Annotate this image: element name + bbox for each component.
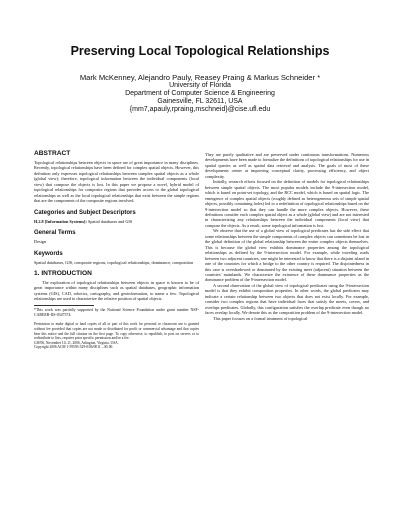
funding-footnote: *This work was partially supported by the National Science Foundation under grant number NSF-CAREER-IIS-0347574. <box>34 307 199 317</box>
copyright-line: Copyright 2006 ACM 1-59593-529-0/06/0011 ...$5.00. <box>34 345 114 350</box>
left-column <box>34 150 199 350</box>
author-names <box>0 74 400 82</box>
abstract-text: Topological relationships between objects in space are of great importance in many disciplines. Recently, topological relationships have been defined for complex spatial objects. However, this definition only expresses topological relationships between complex spatial objects as a whole (global view); therefore, topological information between the individual components (local view) that compose the objects is lost. In this paper we propose a novel, hybrid model of topological relationships for composite regions that provides access to the global topological relationships as well as the local topological relationships that exist between the simple regions that are the components of the composite regions involved. <box>34 160 199 204</box>
location: Gainesville, FL 32611, USA <box>157 98 243 105</box>
body-paragraph-1: They are purely qualitative and are preserved under continuous transformations. Numerous developments have been made to formalize the definitions of topological relationships for use in spatial queries as well as spatial data retrieval and analysis. The goals of most of these developments center at improving conceptual clarity, processing efficiency, and object complexity. <box>205 152 369 179</box>
body-paragraph-3: We observe that the use of a global view of topological predicates has the side effect that some relationships between the simple components of complex objects can sometimes be lost in the global definition of the global relationship between the entire complex objects themselves. This is because the global view exhibits dominance properties among the topological relationships as defined by the 9-intersection model. For example, while traveling roads between two adjacent countries, one might be interested to know that there is a disjoint island in one of the countries for which a bridge to the other country is required. The disjointedness in this case is overshadowed or dominated by the existing meet (adjacent) situation between the countries' mainlands. We characterize the existence of these dominance properties as the dominance problem of the 9-intersection model. <box>205 228 369 283</box>
author-block <box>0 74 400 114</box>
keywords-heading: Keywords <box>34 250 63 257</box>
footnote-marker: * <box>317 73 321 82</box>
body-paragraph-2: Initially, research efforts focused on the definition of models for topological relationships between simple spatial objects. The most popular models include the 9-intersection model, which is based on point-set topology, and the RCC model, which is based on spatial logic. The emergence of complex spatial objects (roughly defined as heterogeneous sets of simple spatial objects, possibly containing holes) led to a redefinition of topological relationships based on the 9-intersection model so that they can handle the more complex objects. However, these definitions consider each complex spatial object as a whole (global view) and are not interested in characterizing any relationships between the individual components (local view) that compose the objects. As a result, some topological information is lost. <box>205 179 369 228</box>
permission-notice: Permission to make digital or hard copies of all or part of this work for personal or classroom use is granted without fee provided that copies are not made or distributed for profit or commercial advantage and that copies bear this notice and the full citation on the first page. To copy otherwise, to republish, to post on servers or to redistribute to lists, requires prior specific permission and/or a fee. <box>34 322 199 341</box>
categories-heading: Categories and Subject Descriptors <box>34 209 136 216</box>
emails: {mm7,apauly,rpraing,mschneid}@cise.ufl.edu <box>129 106 271 113</box>
department: Department of Computer Science & Engineering <box>125 90 275 97</box>
paper-title: Preserving Local Topological Relationships <box>70 44 330 58</box>
introduction-heading: 1. INTRODUCTION <box>34 269 92 277</box>
body-paragraph-4: A second observation of the global view of topological predicates using the 9-intersection model is that they exhibit composition properties. In other words, the global predicates may indicate a certain relationship between two objects that does not exist locally. For example, consider two complex regions that have individual faces that satisfy the meets, covers, and overlaps predicates. Globally, this configuration satisfies the overlap predicate even though no faces overlap locally. We denote this as the composition problem of the 9-intersection model. <box>205 282 369 316</box>
footnote-divider <box>34 305 94 306</box>
introduction-text: The exploration of topological relationships between objects in space is known to be of great importance within many disciplines such as spatial databases, geographic information systems (GIS), CAD, robotics, cartography, and geoinformation, to name a few. Topological relationships are used to characterize the relative position of spatial objects. <box>34 279 199 302</box>
categories-desc: Spatial databases and GIS <box>87 218 133 224</box>
body-paragraph-5: This paper focuses on a formal treatment of topological <box>213 315 308 321</box>
abstract-heading: ABSTRACT <box>34 150 71 157</box>
categories-code: H.2.8 [Information Systems]: <box>34 218 87 224</box>
terms-heading: General Terms <box>34 230 76 237</box>
keywords-text: Spatial databases, GIS, composite regions, topological relationships, dominance, composition <box>34 259 194 265</box>
right-column <box>205 152 369 321</box>
terms-text: Design <box>34 239 47 245</box>
affiliation: University of Florida <box>169 82 231 89</box>
conference-info: GIS'06, November 10–11, 2006, Arlington, Virginia, USA. <box>34 340 119 345</box>
author-list: Mark McKenney, Alejandro Pauly, Reasey Praing & Markus Schneider <box>79 73 316 82</box>
